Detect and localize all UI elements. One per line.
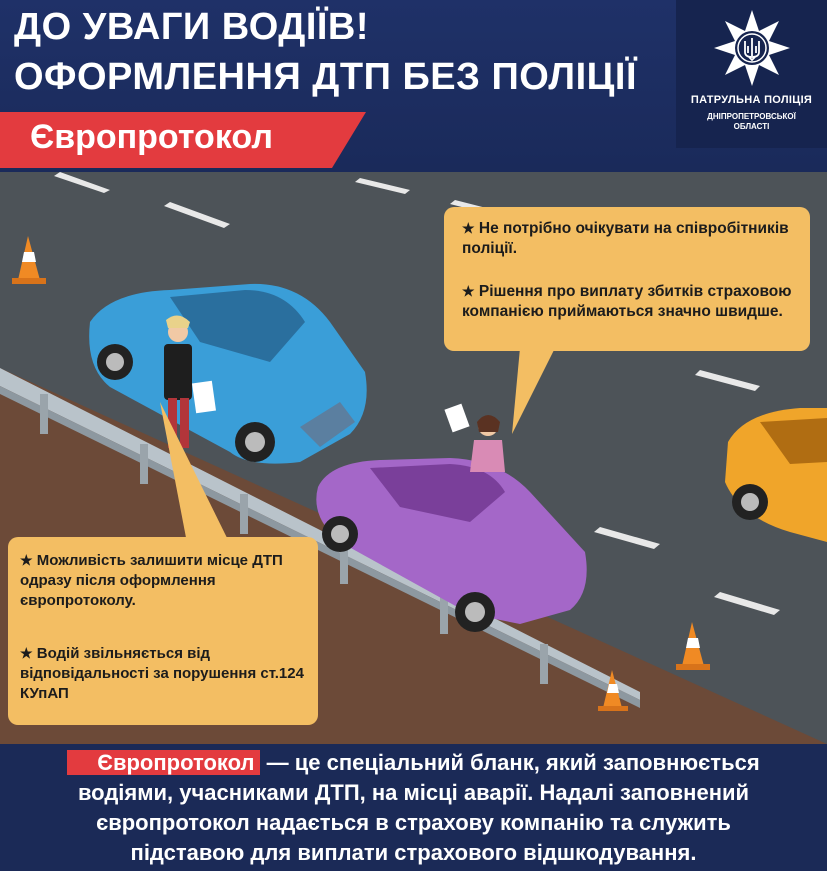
- footer-line-1: Європротокол — це спеціальний бланк, який заповнюється: [0, 748, 827, 778]
- footer-line-4: підставою для виплати страхового відшкодування.: [130, 840, 697, 865]
- star-icon: ★: [462, 220, 475, 236]
- bubble-top-item-1: ★ Не потрібно очікувати на співробітників поліції.: [462, 220, 789, 257]
- info-bubble-top: [444, 207, 810, 351]
- star-icon: ★: [20, 552, 33, 568]
- logo-title: ПАТРУЛЬНА ПОЛІЦІЯ: [690, 94, 813, 106]
- logo-region: [676, 112, 827, 132]
- logo-region-line-1: ДНІПРОПЕТРОВСЬКОЇ: [707, 112, 796, 121]
- title-line-2: ОФОРМЛЕННЯ ДТП БЕЗ ПОЛІЦІЇ: [14, 56, 637, 98]
- police-star-trident-icon: [712, 6, 792, 90]
- info-bubble-bottom: [8, 537, 318, 725]
- title-line-1: ДО УВАГИ ВОДІЇВ!: [14, 6, 369, 48]
- footer-line-2: водіями, учасниками ДТП, на місці аварії. Надалі заповнений: [77, 780, 750, 805]
- star-icon: ★: [462, 283, 475, 299]
- footer-line-3: європротокол надається в страхову компанію та служить: [96, 810, 731, 835]
- footer-highlight: Європротокол: [67, 750, 260, 775]
- footer: [0, 744, 827, 871]
- badge-label: Європротокол: [30, 118, 273, 156]
- bubble-bottom-item-2: ★ Водій звільняється від відповідальності за порушення ст.124 КУпАП: [20, 645, 304, 702]
- logo-region-line-2: ОБЛАСТІ: [733, 122, 770, 131]
- bubble-top-item-2: ★ Рішення про виплату збитків страховою компанією приймаються значно швидше.: [462, 283, 792, 320]
- footer-definition: [0, 748, 827, 868]
- star-icon: ★: [20, 645, 33, 661]
- bubble-bottom-item-1: ★ Можливість залишити місце ДТП одразу після оформлення європротоколу.: [20, 552, 283, 609]
